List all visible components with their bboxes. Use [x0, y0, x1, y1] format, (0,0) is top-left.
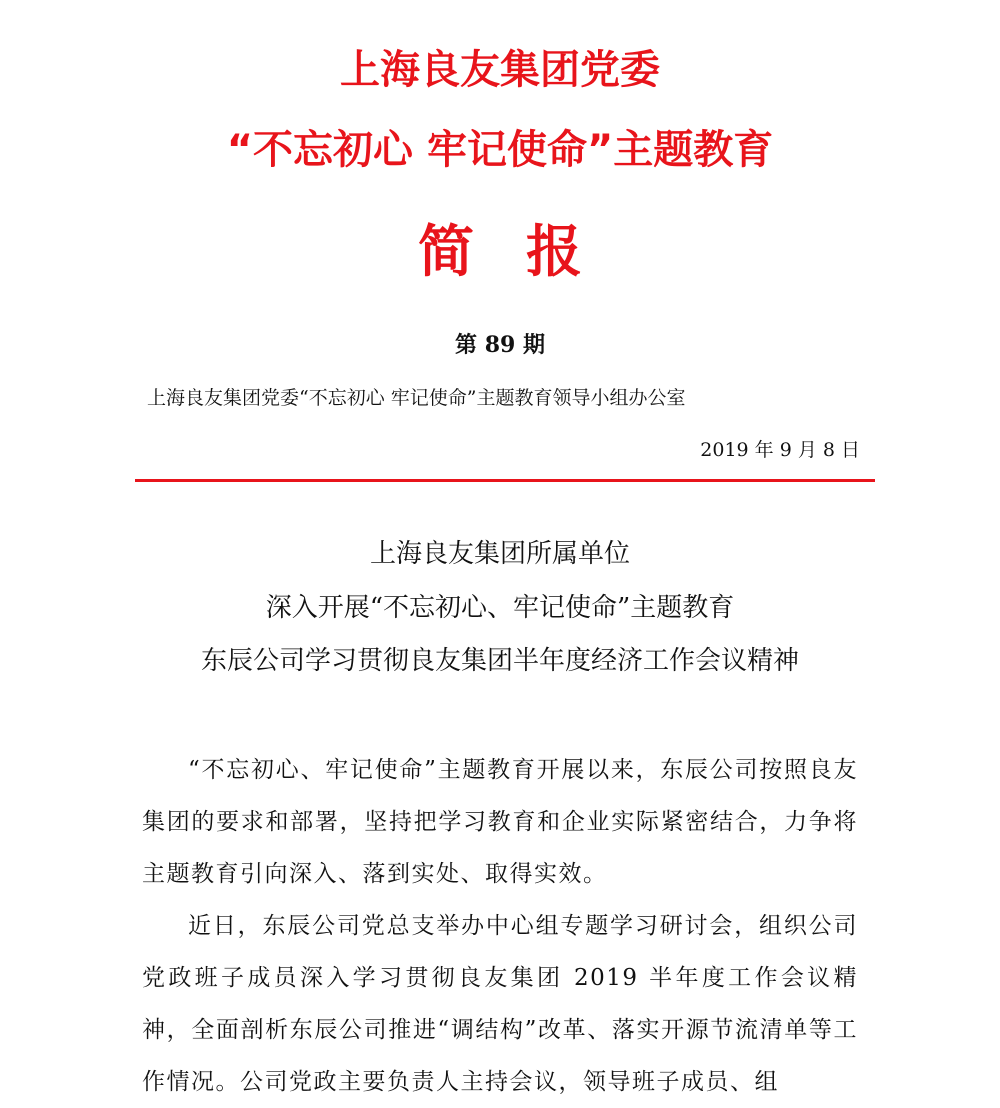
issue-number: 第 89 期	[455, 332, 545, 358]
article-title-line1: 上海良友集团所属单位	[369, 539, 630, 569]
issuing-office: 上海良友集团党委“不忘初心 牢记使命”主题教育领导小组办公室	[147, 387, 686, 409]
org-title: 上海良友集团党委	[340, 47, 660, 93]
theme-title: “不忘初心 牢记使命”主题教育	[226, 127, 774, 173]
brief-title: 简报	[418, 220, 634, 285]
red-divider	[135, 479, 875, 482]
paragraph: 近日，东辰公司党总支举办中心组专题学习研讨会，组织公司党政班子成员深入学习贯彻良友集团 2019 半年度工作会议精神，全面剖析东辰公司推进“调结构”改革、落实开源节流清单等工作情况。公司党政主要负责人主持会议，领导班子成员、组	[142, 913, 858, 1095]
issue-date: 2019 年 9 月 8 日	[700, 439, 860, 461]
paragraph: “不忘初心、牢记使命”主题教育开展以来，东辰公司按照良友集团的要求和部署，坚持把学习教育和企业实际紧密结合，力争将主题教育引向深入、落到实处、取得实效。	[142, 757, 858, 887]
article-title-line3: 东辰公司学习贯彻良友集团半年度经济工作会议精神	[200, 646, 799, 676]
article-body	[142, 744, 858, 1108]
article-title-line2: 深入开展“不忘初心、牢记使命”主题教育	[265, 593, 735, 623]
